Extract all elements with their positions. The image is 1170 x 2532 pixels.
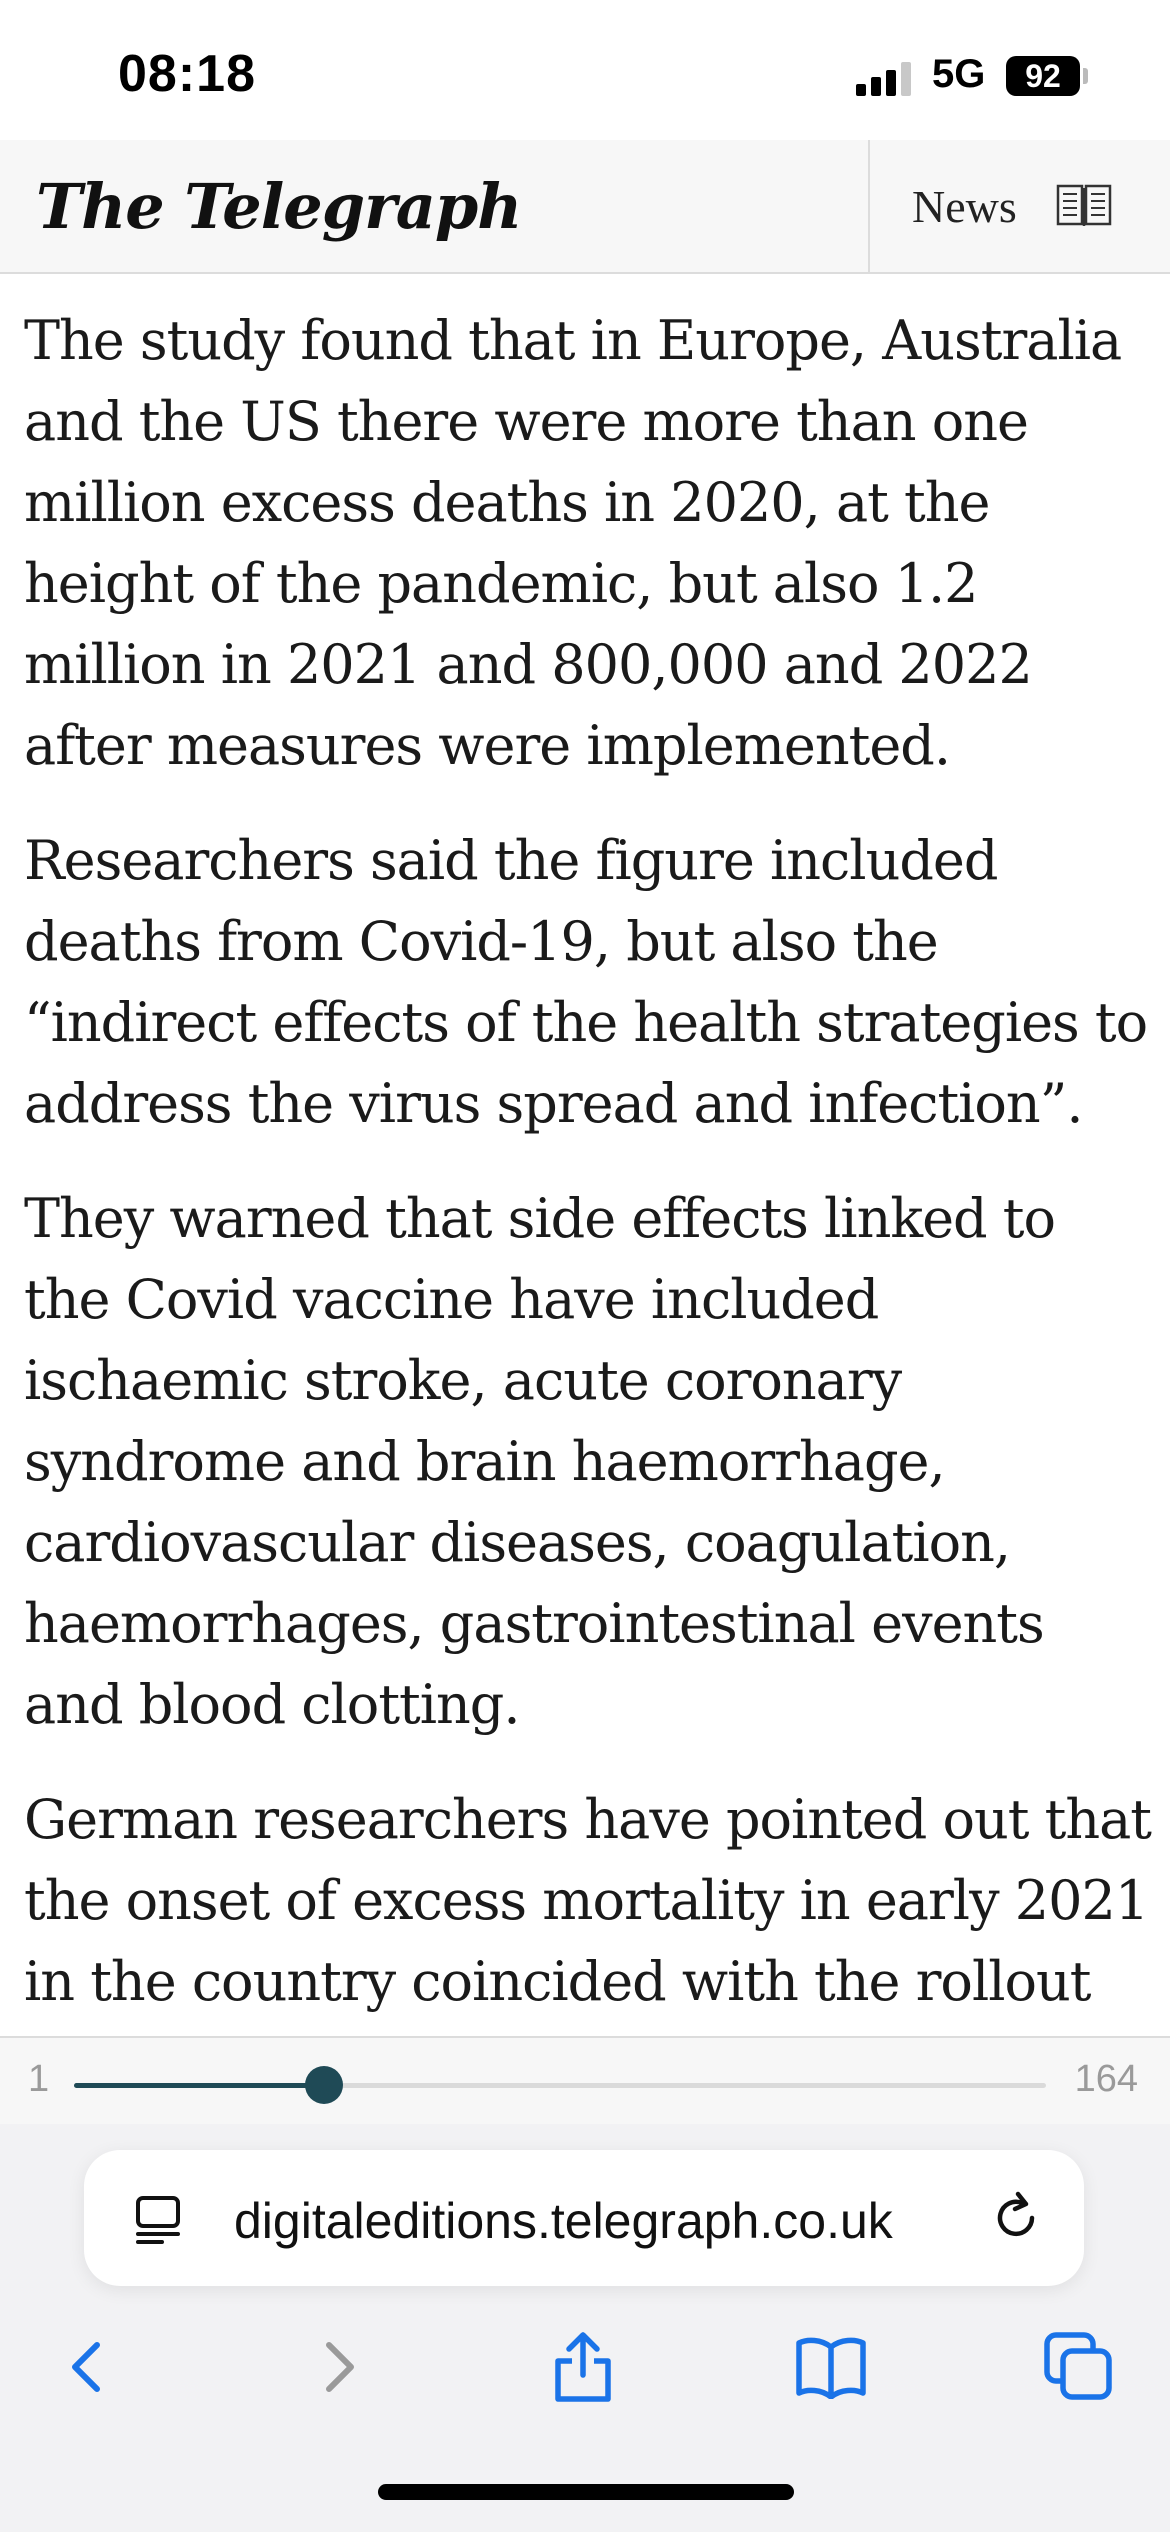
news-section-label: News (912, 181, 1017, 232)
article-paragraph: German researchers have pointed out that the onset of excess mortality in early 2021 in the country coincided with the rollout (24, 1788, 1152, 2013)
page-slider-bar (0, 2036, 1170, 2128)
battery-cap (1083, 68, 1088, 84)
forward-button[interactable] (294, 2322, 384, 2412)
address-bar[interactable] (84, 2150, 1084, 2286)
page-slider-track[interactable] (74, 2083, 1046, 2088)
reader-mode-icon[interactable] (132, 2194, 184, 2251)
back-icon (57, 2337, 117, 2397)
page-min-label: 1 (28, 2058, 50, 2100)
header-divider (868, 140, 870, 272)
tabs-button[interactable] (1034, 2322, 1124, 2412)
url-text: digitaleditions.telegraph.co.uk (234, 2193, 893, 2249)
status-time: 08:18 (118, 45, 256, 103)
article-body (24, 300, 1154, 2020)
book-icon (1054, 180, 1114, 235)
app-header (0, 140, 1170, 274)
status-bar (0, 0, 1170, 140)
forward-icon (309, 2337, 369, 2397)
article-paragraph: They warned that side effects linked to the Covid vaccine have included ischaemic stroke, acute coronary syndrome and brain haemorrhage, cardiovascular diseases, coagulation, haemorrhages, gastrointestinal events and blood clotting. (24, 1187, 1055, 1736)
network-type: 5G (932, 52, 986, 96)
telegraph-logo[interactable]: The Telegraph (36, 170, 522, 243)
share-icon (548, 2329, 618, 2405)
back-button[interactable] (42, 2322, 132, 2412)
page-slider-thumb[interactable] (305, 2066, 343, 2104)
article-paragraph: Researchers said the figure included deaths from Covid-19, but also the “indirect effects of the health strategies to address the virus spread and infection”. (24, 829, 1148, 1135)
page-max-label: 164 (1074, 2058, 1138, 2100)
battery-level: 92 (1025, 58, 1061, 94)
bookmarks-icon (793, 2335, 869, 2399)
home-indicator[interactable] (378, 2484, 794, 2500)
bookmarks-button[interactable] (786, 2322, 876, 2412)
page-slider-fill (74, 2083, 324, 2088)
reload-icon[interactable] (988, 2190, 1044, 2251)
article-paragraph: The study found that in Europe, Australia and the US there were more than one million excess deaths in 2020, at the height of the pandemic, but also 1.2 million in 2021 and 800,000 and 2022 after measures were implemented. (24, 309, 1122, 777)
cellular-signal-icon (856, 62, 912, 96)
browser-chrome (0, 2124, 1170, 2532)
battery-icon (1006, 56, 1080, 96)
tabs-icon (1043, 2331, 1115, 2403)
news-section-button[interactable] (896, 140, 1156, 272)
share-button[interactable] (538, 2322, 628, 2412)
